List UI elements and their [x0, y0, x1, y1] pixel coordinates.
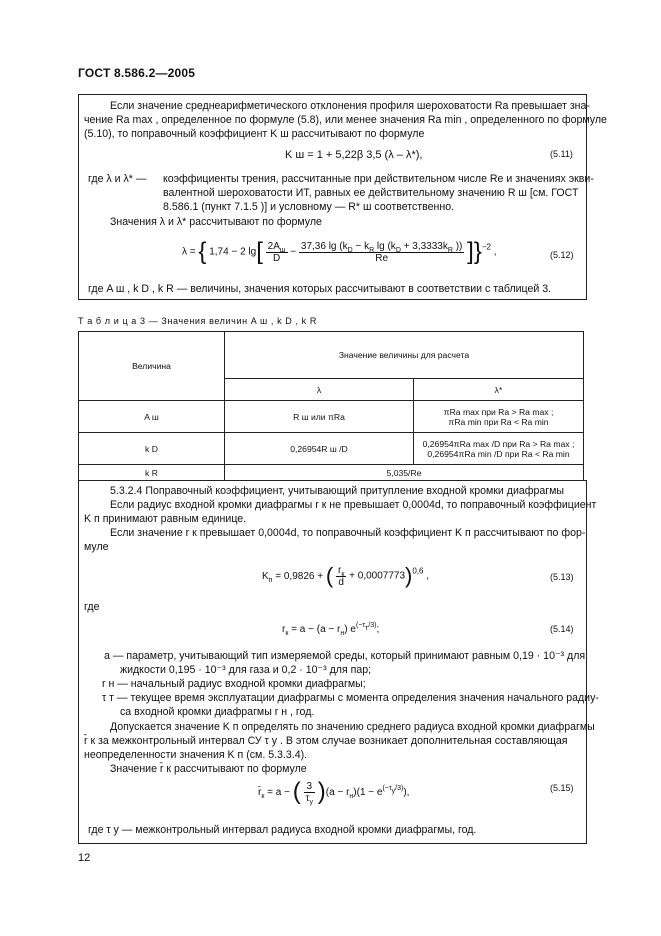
- page-number: 12: [78, 852, 91, 864]
- where-line: са входной кромки диафрагмы r н , год.: [120, 706, 315, 718]
- paragraph-line: K п принимают равным единице.: [84, 513, 247, 525]
- row-name: k R: [79, 465, 225, 481]
- cell: 0,26954πRa max /D при Ra > Ra max ; 0,26954πRa min /D при Ra < Ra min: [414, 433, 584, 465]
- where-word: где: [84, 601, 100, 613]
- formula-number: (5.14): [550, 624, 574, 634]
- where-line: валентной шероховатости ИТ, равных ее действительному значению R ш [см. ГОСТ: [163, 187, 579, 199]
- paragraph-line: муле: [84, 541, 109, 553]
- row-name: A ш: [79, 401, 225, 433]
- paragraph-line: Если радиус входной кромки диафрагмы r к не превышает 0,0004d, то поправочный коэффициент: [110, 499, 597, 511]
- where-line: r н — начальный радиус входной кромки диафрагмы;: [102, 678, 366, 690]
- where-line: жидкости 0,195 · 10⁻³ для газа и 0,2 · 10⁻³ для пар;: [120, 664, 372, 676]
- where-line: a — параметр, учитывающий тип измеряемой среды, который принимают равным 0,19 · 10⁻³ для: [104, 650, 586, 662]
- paragraph-line: Если значение среднеарифметического отклонения профиля шероховатости Ra превышает зна-: [110, 100, 590, 112]
- formula-5-11: K ш = 1 + 5,22β 3,5 (λ – λ*),: [285, 149, 423, 161]
- cell: 0,26954R ш /D: [225, 433, 414, 465]
- paragraph-line: r̄ к за межконтрольный интервал СУ τ у . В этом случае возникает дополнительная составляющая: [84, 735, 568, 747]
- paragraph-line: где A ш , k D , k R — величины, значения которых рассчитывают в соответствии с таблицей 3.: [88, 283, 552, 295]
- cell: πRa max при Ra > Ra max ; πRa min при Ra < Ra min: [414, 401, 584, 433]
- table-caption: Т а б л и ц а 3 — Значения величин A ш , k D , k R: [78, 316, 317, 326]
- where-line: 8.586.1 (пункт 7.1.5 )] и условному — R* ш соответственно.: [163, 201, 455, 213]
- formula-5-15: $r̄_к = a$ − ( $\frac{3}{\tau_у}$ )$(a - r_н)(1 - e^{(-\tau_у/3)})$,: [258, 778, 410, 806]
- paragraph-line: Значение r̄ к рассчитывают по формуле: [110, 763, 307, 775]
- col-header-quantity: Величина: [79, 332, 225, 401]
- where-symbols: где λ и λ* —: [88, 173, 147, 185]
- paragraph-line: чение Ra max , определенное по формуле (5.8), или менее значения Ra min , определенного по формуле: [84, 114, 607, 126]
- formula-number: (5.12): [550, 250, 574, 260]
- formula-5-13: $K_п = 0,9826$ + ( $\frac{r_к}{d}$ + 0,0007773)$^{0,6}$ ,: [262, 563, 430, 588]
- paragraph-line: неопределенности значения K п (см. 5.3.3.4).: [84, 749, 308, 761]
- col-header-value: Значение величины для расчета: [225, 332, 584, 379]
- formula-5-14: $r_к = a - (a - r_н)$ $e^{(-\tau_т/3)}$;: [282, 622, 380, 637]
- section-title: 5.3.2.4 Поправочный коэффициент, учитывающий притупление входной кромки диафрагмы: [110, 485, 565, 497]
- where-line: τ т — текущее время эксплуатации диафрагмы с момента определения значения начального радиу-: [102, 692, 599, 704]
- cell: 5,035/Re: [225, 465, 584, 481]
- paragraph-line: (5.10), то поправочный коэффициент K ш рассчитывают по формуле: [84, 128, 425, 140]
- where-line: коэффициенты трения, рассчитанные при действительном числе Re и значениях экви-: [163, 173, 594, 185]
- cell: R ш или πRa: [225, 401, 414, 433]
- table-3: [78, 331, 584, 481]
- col-header-lambda-star: λ*: [414, 379, 584, 401]
- document-header: ГОСТ 8.586.2—2005: [78, 66, 196, 80]
- formula-number: (5.15): [550, 783, 574, 793]
- paragraph-line: Если значение r к превышает 0,0004d, то поправочный коэффициент K п рассчитывают по фор-: [110, 527, 586, 539]
- paragraph-line: Допускается значение K п определять по значению среднего радиуса входной кромки диафрагмы: [110, 721, 595, 733]
- paragraph-line: Значения λ и λ* рассчитывают по формуле: [110, 216, 322, 228]
- formula-5-12: λ = { 1,74 − 2 lg[ $\frac{2A_ш}{D}$ − $\frac{37,36 \lg (k_D - k_R \lg (k_D + 3,3333k_R ))}{Re}$ ]}$^{-2}$ ,: [182, 238, 497, 265]
- paragraph-line: где τ у — межконтрольный интервал радиуса входной кромки диафрагмы, год.: [88, 824, 477, 836]
- formula-number: (5.13): [550, 572, 574, 582]
- formula-number: (5.11): [550, 149, 573, 159]
- col-header-lambda: λ: [225, 379, 414, 401]
- row-name: k D: [79, 433, 225, 465]
